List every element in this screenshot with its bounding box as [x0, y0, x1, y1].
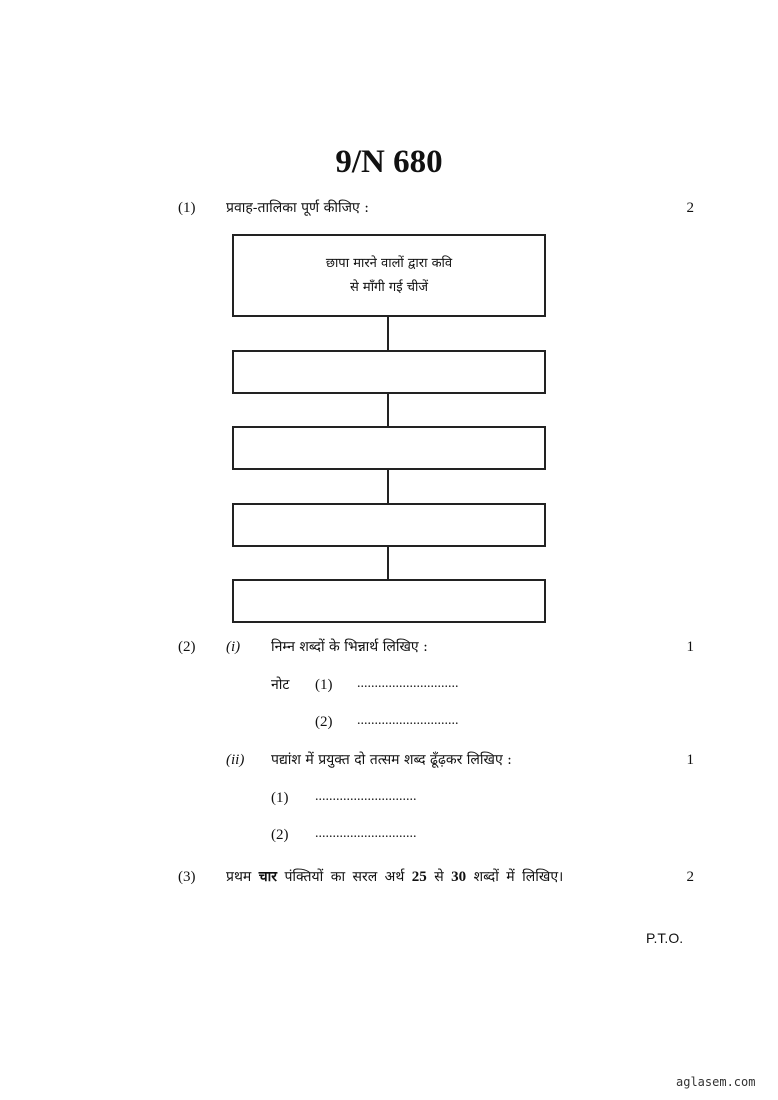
q2-i-blank-2-label: (2): [315, 714, 333, 730]
flowchart-box-1-line2: से माँगी गई चीजें: [350, 279, 428, 295]
flowchart-connector: [387, 317, 389, 350]
q2-number: (2): [178, 639, 196, 655]
flowchart-box-1-line1: छापा मारने वालों द्वारा कवि: [325, 255, 453, 271]
q2-ii-blank-1[interactable]: .............................: [315, 789, 417, 804]
q3-instruction: [226, 867, 563, 887]
q2-i-blank-2[interactable]: .............................: [357, 713, 459, 728]
q2-part-i-marks: 1: [686, 639, 694, 655]
q3-marks: 2: [686, 869, 694, 885]
q3-text-after: पंक्तियों का सरल अर्थ: [284, 869, 405, 885]
q2-part-i-label: (i): [226, 639, 241, 655]
q1-number: (1): [178, 200, 196, 216]
q1-marks: 2: [686, 200, 694, 216]
q2-ii-blank-2-label: (2): [271, 827, 289, 843]
flowchart: [232, 234, 546, 624]
q1-instruction: प्रवाह-तालिका पूर्ण कीजिए :: [226, 200, 369, 216]
flowchart-box-1: [232, 234, 546, 317]
q3-text-end: शब्दों में लिखिए।: [473, 869, 564, 885]
flowchart-box-4[interactable]: [232, 503, 546, 547]
flowchart-box-3[interactable]: [232, 426, 546, 470]
q3-mid: से: [434, 869, 444, 885]
q3-text-bold: चार: [258, 869, 277, 885]
q2-ii-blank-2[interactable]: .............................: [315, 826, 417, 841]
q3-number: (3): [178, 869, 196, 885]
q2-ii-blank-1-label: (1): [271, 790, 289, 806]
flowchart-connector: [387, 394, 389, 426]
paper-code: 9/N 680: [335, 144, 443, 180]
flowchart-box-1-text: [326, 252, 452, 300]
q2-i-blank-1[interactable]: .............................: [357, 676, 459, 691]
q2-word: नोट: [271, 677, 290, 693]
q3-number-30: 30: [451, 869, 467, 885]
q3-number-25: 25: [411, 869, 427, 885]
pto-label: P.T.O.: [646, 930, 684, 946]
flowchart-connector: [387, 547, 389, 579]
q2-part-i-instruction: निम्न शब्दों के भिन्नार्थ लिखिए :: [271, 639, 428, 655]
flowchart-connector: [387, 470, 389, 503]
q3-text-before: प्रथम: [226, 869, 252, 885]
flowchart-box-2[interactable]: [232, 350, 546, 394]
q2-i-blank-1-label: (1): [315, 677, 333, 693]
watermark: aglasem.com: [676, 1075, 756, 1089]
q2-part-ii-instruction: पद्यांश में प्रयुक्त दो तत्सम शब्द ढूँढ़कर लिखिए :: [271, 752, 512, 768]
q2-part-ii-marks: 1: [686, 752, 694, 768]
q2-part-ii-label: (ii): [226, 752, 245, 768]
flowchart-box-5[interactable]: [232, 579, 546, 623]
